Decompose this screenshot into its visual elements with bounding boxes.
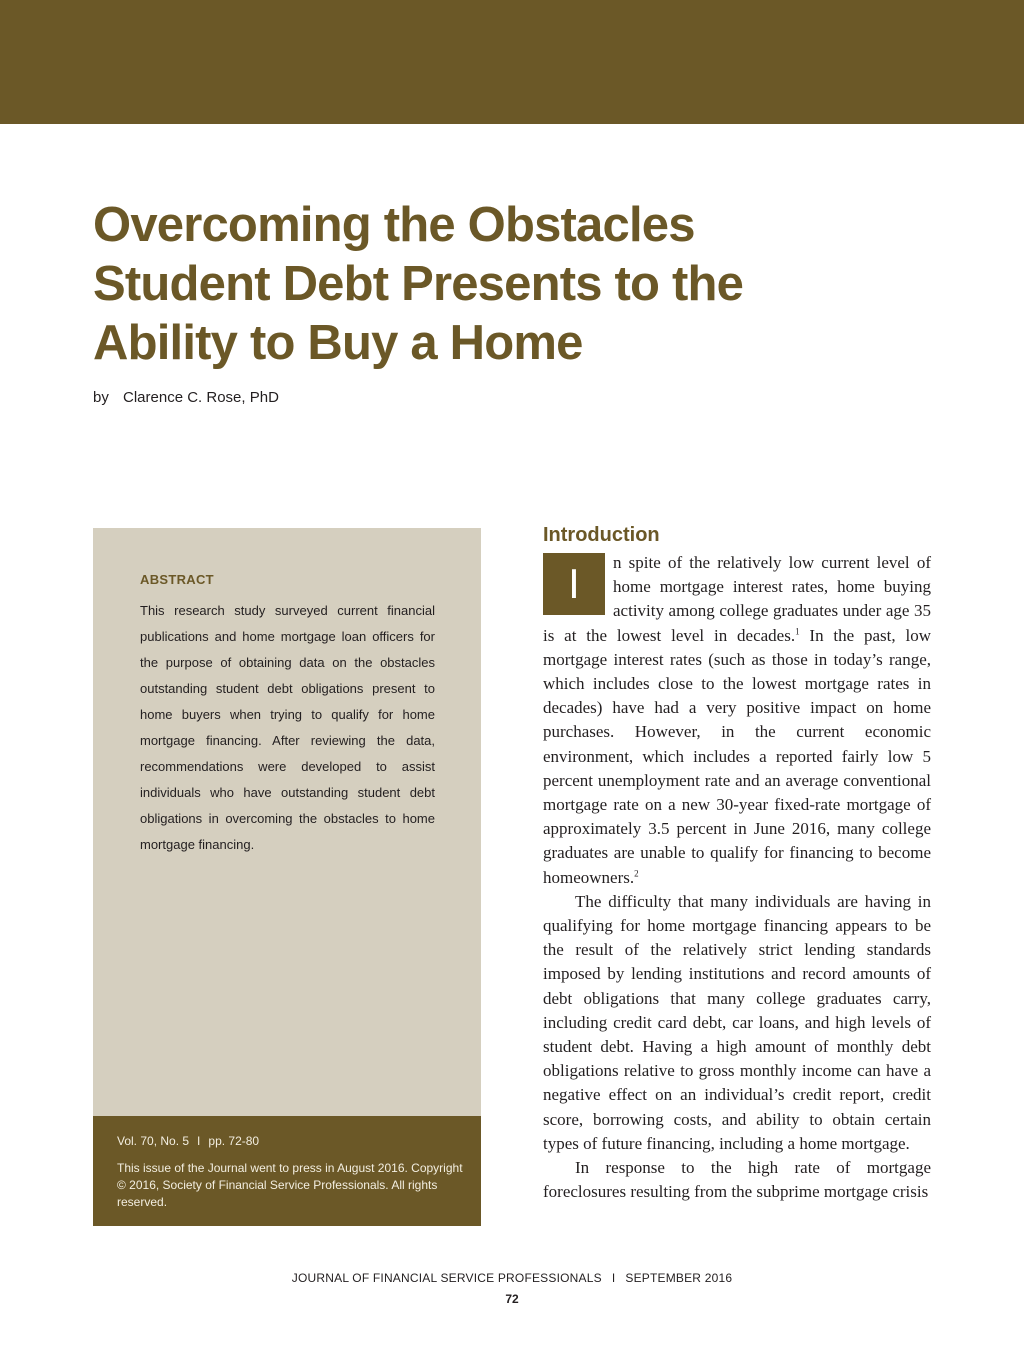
title-line: Ability to Buy a Home: [93, 316, 583, 370]
issue-date: SEPTEMBER 2016: [625, 1271, 733, 1285]
header-band: [0, 0, 1024, 124]
volume-info: [117, 1134, 259, 1148]
paragraph: The difficulty that many individuals are having in qualifying for home mortgage financing appears to be the result of the relatively strict lending standards imposed by lending institutions and record amounts of debt obligations that many college graduates carry, including credit card debt, car loans, and high levels of student debt. Having a high amount of monthly debt obligations relative to gross monthly income can have a negative effect on an individual’s credit report, credit score, borrowing costs, and ability to obtain certain types of future financing, including a home mortgage.: [543, 891, 931, 1153]
paragraph-text: n spite of the relatively low current level of home mortgage interest rates, home buying activity among college graduates under age 35 is at the lowest level in decades.: [543, 553, 931, 645]
journal-name: JOURNAL OF FINANCIAL SERVICE PROFESSIONALS: [291, 1271, 602, 1285]
article-body: [543, 551, 931, 1204]
section-heading: Introduction: [543, 524, 660, 546]
footnote-ref[interactable]: 1: [795, 625, 800, 636]
paragraph: [543, 551, 931, 890]
publication-info-panel: [93, 1116, 481, 1226]
footnote-ref[interactable]: 2: [634, 867, 639, 878]
volume-number: Vol. 70, No. 5: [117, 1134, 190, 1148]
volume-separator: I: [197, 1134, 201, 1148]
page-range: pp. 72-80: [208, 1134, 260, 1148]
paragraph-text: In the past, low mortgage interest rates (such as those in today’s range, which includes close to the lowest mortgage rates in decades) have had a very positive impact on home purchases. However, in the current economic environment, which includes a reported fairly low 5 percent unemployment rate and an average conventional mortgage rate on a new 30-year fixed-rate mortgage of approximately 3.5 percent in June 2016, many college graduates are unable to qualify for financing to become homeowners.: [543, 625, 931, 887]
abstract-text: This research study surveyed current financial publications and home mortgage loan officers for the purpose of obtaining data on the obstacles outstanding student debt obligations present to home buyers when trying to qualify for home mortgage financing. After reviewing the data, recommendations were developed to assist individuals who have outstanding student debt obligations in overcoming the obstacles to home mortgage financing.: [140, 603, 435, 852]
paragraph: In response to the high rate of mortgage foreclosures resulting from the subprime mortgage crisis: [543, 1158, 931, 1202]
byline: [93, 389, 279, 406]
byline-prefix: by: [93, 389, 109, 406]
copyright-note: This issue of the Journal went to press in August 2016. Copyright © 2016, Society of Financial Service Professionals. All rights reserved.: [117, 1161, 463, 1209]
author-name: Clarence C. Rose, PhD: [123, 389, 279, 406]
page-footer: [0, 1271, 1024, 1285]
drop-cap: I: [543, 553, 605, 615]
title-line: Student Debt Presents to the: [93, 257, 744, 311]
abstract-label: ABSTRACT: [140, 572, 214, 587]
title-line: Overcoming the Obstacles: [93, 198, 695, 252]
page-number: 72: [505, 1292, 519, 1306]
footer-separator: I: [611, 1271, 616, 1285]
article-title: [93, 196, 873, 373]
abstract-panel: [93, 528, 481, 1116]
